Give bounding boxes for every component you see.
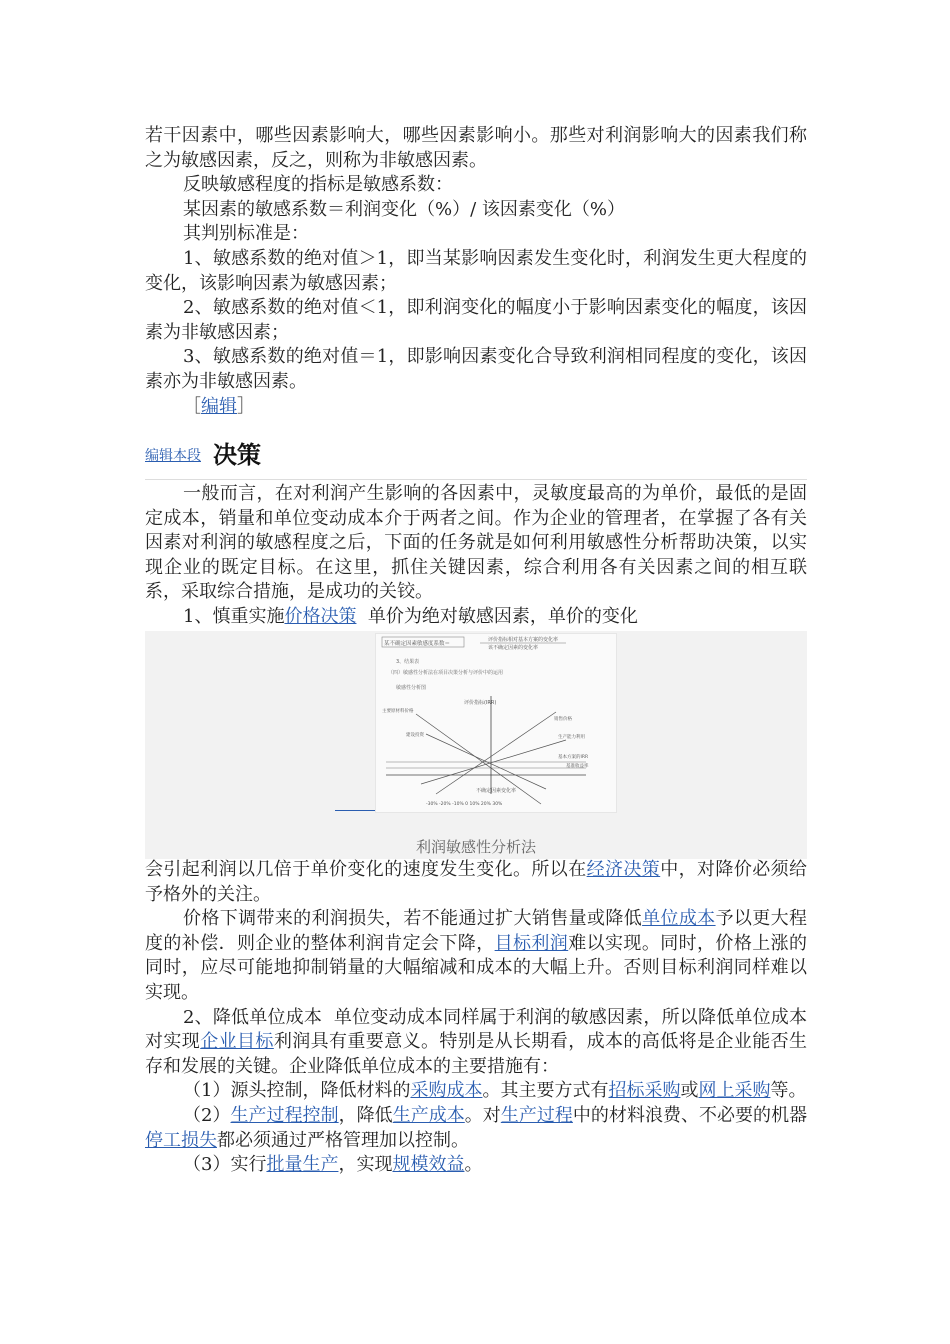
text-span: 或: [680, 1080, 699, 1102]
criterion-2: 2、敏感系数的绝对值＜1，即利润变化的幅度小于影响因素变化的幅度，该因素为非敏感因素；: [145, 297, 807, 343]
text-span: 等。: [770, 1080, 807, 1102]
text-span: 2、降低单位成本 单位变动成本同样属于利润的敏感因素，所以降低单位成本对实现: [145, 1006, 807, 1053]
y-axis-label: 评价指标(IRR): [464, 700, 497, 706]
text-span: （3）实行: [183, 1154, 267, 1176]
bracket-close: ］: [237, 395, 255, 417]
intro-paragraph: 反映敏感程度的指标是敏感系数：: [183, 174, 453, 196]
section-header: [145, 433, 807, 473]
online-purchase-link[interactable]: 网上采购: [698, 1080, 771, 1102]
section-divider: [145, 479, 807, 480]
figure-caption: 利润敏感性分析法: [415, 838, 536, 856]
text-span: 难以实现。同时，价格上涨的同时，应尽可能地抑制销量的大幅缩减和成本的大幅上升。否则目标利润同样难以实现。: [145, 932, 808, 1003]
label-investment: 建设投资: [406, 733, 424, 738]
edit-section-link[interactable]: 编辑本段: [145, 448, 201, 464]
text-span: 中，对降价必须给予格外的关注。: [145, 859, 808, 905]
price-decision-link[interactable]: 价格决策: [284, 605, 357, 627]
x-axis-label: 不确定因素变化率: [476, 788, 517, 794]
x-axis-ticks: -30% -20% -10% 0 10% 20% 30%: [426, 802, 503, 807]
label-base-irr: 基本方案的IRR: [558, 755, 589, 760]
edit-line: [145, 395, 807, 420]
intro-text: [145, 124, 807, 419]
sensitivity-diagram: [376, 634, 616, 812]
text-span: 单价为绝对敏感因素，单价的变化: [356, 605, 638, 627]
sales-price-line: [436, 712, 556, 794]
text-span: 。其主要方式有: [482, 1080, 609, 1102]
downtime-loss-link[interactable]: 停工损失: [145, 1129, 217, 1151]
text-span: （1）源头控制，降低材料的: [183, 1080, 411, 1102]
paragraph: [145, 907, 807, 1005]
header-right-top: 评价指标相对基本方案的变化率: [488, 637, 559, 643]
decision-paragraph-2: [145, 605, 807, 630]
edit-link[interactable]: 编辑: [201, 395, 237, 417]
scale-benefit-link[interactable]: 规模效益: [392, 1154, 465, 1176]
production-cost-link[interactable]: 生产成本: [392, 1104, 465, 1126]
text-span: 。对: [464, 1104, 501, 1126]
criterion-1: 1、敏感系数的绝对值＞1，即当某影响因素发生变化时，利润发生更大程度的变化，该影响因素为敏感因素；: [145, 247, 807, 294]
figure-link-underline: [335, 810, 375, 811]
decision-paragraph: 一般而言，在对利润产生影响的各因素中，灵敏度最高的为单价，最低的是固定成本，销量和单位变动成本介于两者之间。作为企业的管理者，在掌握了各有关因素对利润的敏感程度之后，下面的任务就是如何利用敏感性分析帮助决策，以实现企业的既定目标。在这里，抓住关键因素，综合利用各有关因素之间的相互联系，采取综合措施，是成功的关铰。: [145, 483, 807, 603]
text-span: 。: [464, 1154, 483, 1176]
enterprise-goal-link[interactable]: 企业目标: [200, 1031, 274, 1053]
production-process-link[interactable]: 生产过程: [500, 1104, 573, 1126]
formula-line: 某因素的敏感系数＝利润变化（%）/ 该因素变化（%）: [183, 198, 625, 220]
text-span: 会引起利润以几倍于单价变化的速度发生变化。所以在: [145, 859, 587, 880]
label-sales-price: 销售价格: [554, 717, 572, 722]
paragraph: [145, 1153, 807, 1178]
sensitivity-diagram-image[interactable]: [375, 633, 617, 813]
note-3: 敏感性分析图: [396, 685, 427, 691]
unit-cost-link[interactable]: 单位成本: [642, 908, 716, 930]
target-profit-link[interactable]: 目标利润: [494, 932, 569, 954]
text-span: ，降低: [338, 1104, 393, 1126]
label-benchmark: 基准收益率: [566, 764, 589, 769]
text-span: （2）: [183, 1104, 231, 1126]
text-span: 价格下调带来的利润损失，若不能通过扩大销售量或降低: [183, 908, 643, 930]
batch-production-link[interactable]: 批量生产: [266, 1154, 339, 1176]
criterion-3: 3、敏感系数的绝对值＝1，即影响因素变化合导致利润相同程度的变化，该因素亦为非敏感因素。: [145, 346, 807, 392]
purchase-cost-link[interactable]: 采购成本: [410, 1080, 483, 1102]
bottom-text: [145, 858, 807, 1178]
note-2: （四）敏感性分析法在项目决策分析与评价中的运用: [388, 670, 504, 676]
header-left: 某不确定因素敏感度系数＝: [384, 641, 451, 647]
text-span: 1、慎重实施: [183, 605, 285, 627]
paragraph: [145, 858, 807, 907]
bracket-open: ［: [183, 395, 201, 417]
note-1: 3、结果表: [396, 659, 420, 665]
header-right-bottom: 该不确定因素的变化率: [488, 645, 539, 651]
process-control-link[interactable]: 生产过程控制: [230, 1104, 339, 1126]
label-material-price: 主要原材料价格: [382, 709, 414, 714]
paragraph: [145, 1006, 807, 1080]
paragraph: [145, 1079, 807, 1104]
tender-purchase-link[interactable]: 招标采购: [608, 1080, 681, 1102]
decision-text: [145, 482, 807, 630]
text-span: 利润具有重要意义。特别是从长期看，成本的高低将是企业能否生存和发展的关键。企业降低单位成本的主要措施有：: [145, 1031, 808, 1077]
intro-paragraph: 其判别标准是：: [183, 223, 309, 245]
text-span: ，实现: [338, 1154, 393, 1176]
economic-decision-link[interactable]: 经济决策: [586, 859, 661, 880]
investment-line: [426, 734, 546, 789]
text-span: 中的材料浪费、不必要的机器: [572, 1104, 808, 1126]
text-span: 都必须通过严格管理加以控制。: [217, 1129, 469, 1151]
paragraph: [145, 1104, 807, 1153]
intro-paragraph: 若干因素中，哪些因素影响大，哪些因素影响小。那些对利润影响大的因素我们称之为敏感因素，反之，则称为非敏感因素。: [145, 125, 807, 171]
label-capacity: 生产能力利用: [558, 735, 585, 740]
section-title: 决策: [213, 441, 261, 469]
text-span: 予以更大程度的补偿．则企业的整体利润肯定会下降，: [145, 908, 808, 954]
